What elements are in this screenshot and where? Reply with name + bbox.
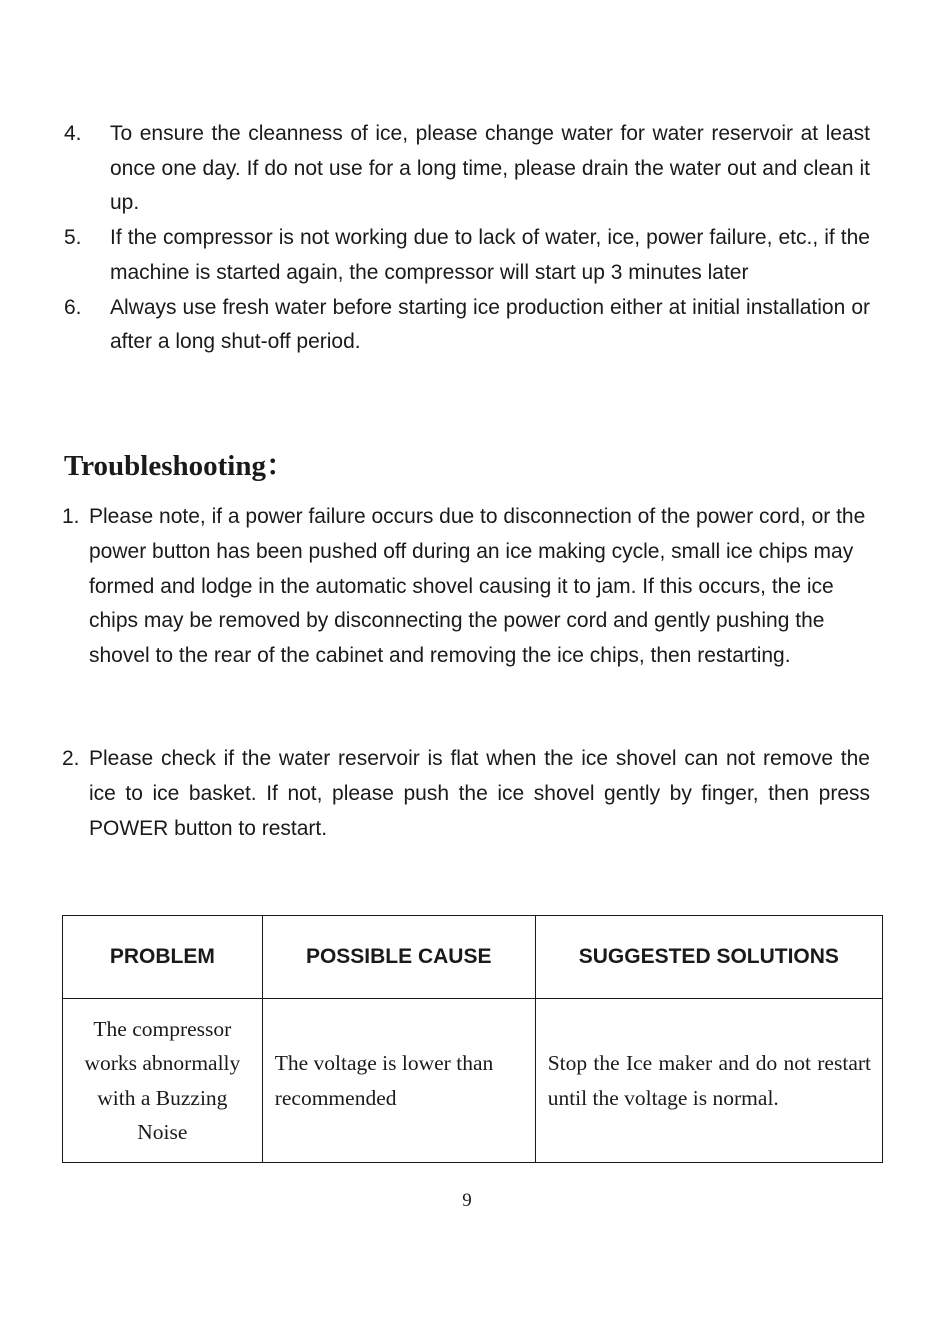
item-text: Please check if the water reservoir is flat when the ice shovel can not remove the ice to ice basket. If not, please push the ice shovel gently by finger, then press POWER button to restart. — [89, 747, 870, 840]
note-number: 6. — [64, 295, 82, 319]
maintenance-note-6 — [64, 291, 870, 360]
column-header-suggested-solutions: SUGGESTED SOLUTIONS — [535, 916, 882, 999]
troubleshooting-paragraph — [62, 742, 870, 846]
note-text: If the compressor is not working due to lack of water, ice, power failure, etc., if the machine is started again, the compressor will start up 3 minutes later — [110, 226, 870, 284]
note-text: Always use fresh water before starting ice production either at initial installation or after a long shut-off period. — [110, 295, 870, 354]
item-number: 1. — [62, 505, 80, 528]
note-number: 4. — [64, 122, 82, 145]
maintenance-note-4 — [64, 117, 870, 221]
solution-cell: Stop the Ice maker and do not restart until the voltage is normal. — [535, 999, 882, 1163]
note-number: 5. — [64, 226, 82, 250]
note-text: To ensure the cleanness of ice, please change water for water reservoir at least once one day. If do not use for a long time, please drain the water out and clean it up. — [110, 122, 870, 215]
cause-cell: The voltage is lower than recommended — [262, 999, 535, 1163]
item-text: Please note, if a power failure occurs due to disconnection of the power cord, or the power button has been pushed off during an ice making cycle, small ice chips may formed and lodge in the automatic shovel causing it to jam. If this occurs, the ice chips may be removed by disconnecting the power cord and gently pushing the shovel to the rear of the cabinet and removing the ice chips, then restarting. — [89, 505, 866, 668]
maintenance-notes-list — [64, 117, 870, 360]
maintenance-note-5 — [64, 221, 870, 290]
troubleshooting-item-2 — [62, 742, 870, 846]
table-row — [63, 999, 883, 1163]
column-header-problem: PROBLEM — [63, 916, 263, 999]
troubleshooting-item-1 — [62, 500, 870, 674]
troubleshooting-heading: Troubleshooting： — [64, 450, 295, 482]
troubleshooting-table — [62, 915, 883, 1163]
item-number: 2. — [62, 747, 80, 770]
problem-cell: The compressor works abnormally with a Buzzing Noise — [63, 999, 263, 1163]
troubleshooting-paragraph — [62, 500, 870, 674]
page-number: 9 — [462, 1190, 472, 1211]
table-header-row — [63, 916, 883, 999]
column-header-possible-cause: POSSIBLE CAUSE — [262, 916, 535, 999]
